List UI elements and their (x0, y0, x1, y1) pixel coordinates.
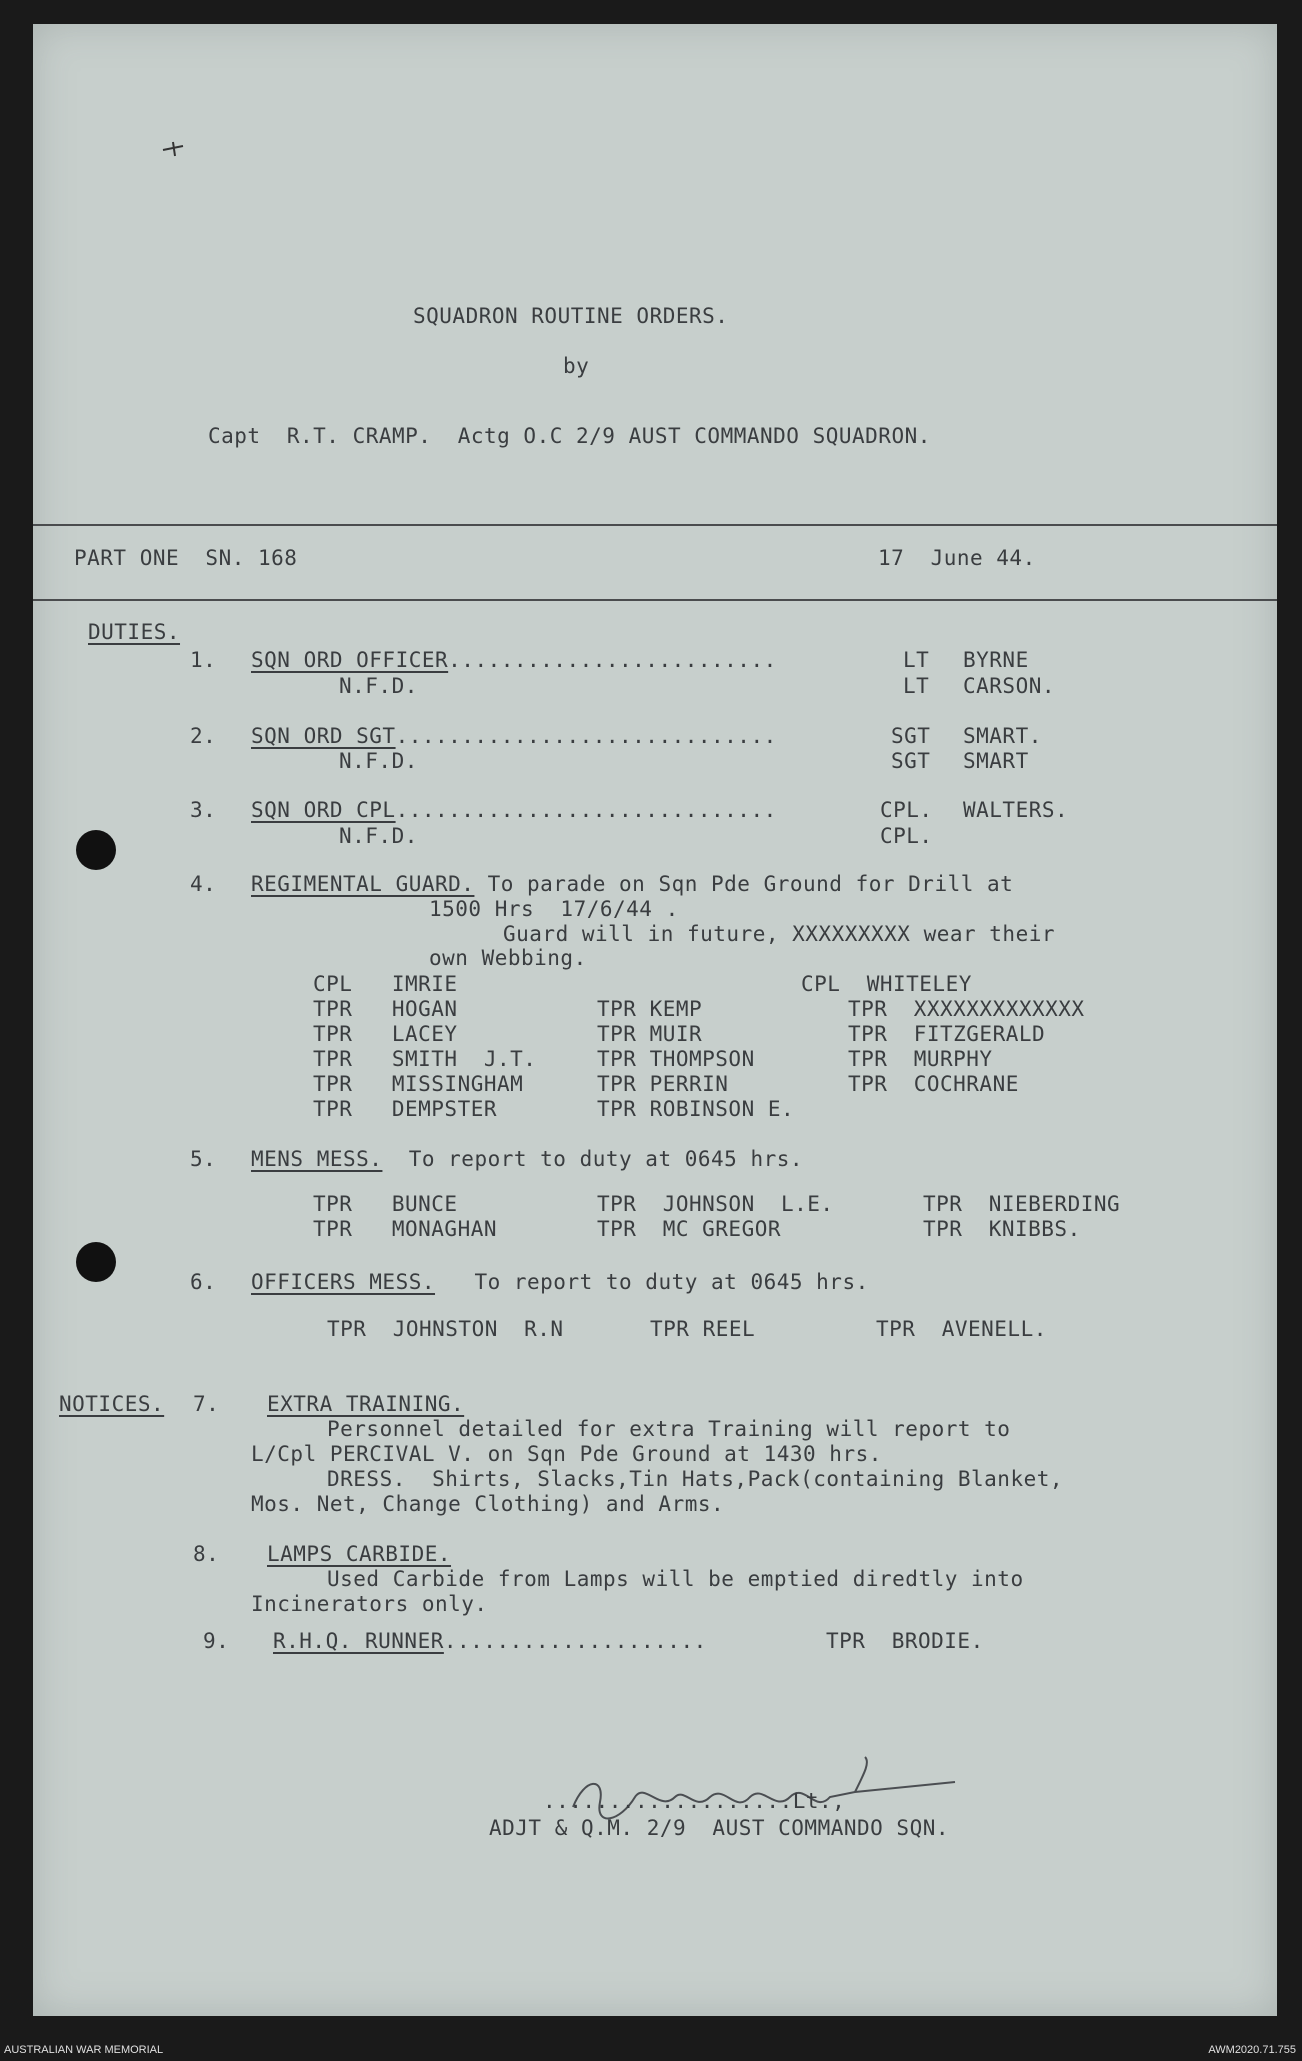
nfd-rank: CPL. (880, 824, 933, 848)
guard-name: CPL WHITELEY (801, 972, 972, 996)
item-number: 6. (190, 1270, 217, 1294)
notice-title: EXTRA TRAINING. (267, 1392, 465, 1416)
duty-title: OFFICERS MESS. (251, 1270, 436, 1294)
archive-footer-right: AWM2020.71.755 (1208, 2044, 1296, 2056)
mess-name: TPR JOHNSON L.E. (597, 1192, 834, 1216)
item-number: 7. (193, 1392, 220, 1416)
runner-name: TPR BRODIE. (826, 1629, 984, 1653)
guard-name: TPR PERRIN (597, 1072, 729, 1096)
issuer-line: Capt R.T. CRAMP. Actg O.C 2/9 AUST COMMANDO SQUADRON. (208, 424, 931, 448)
item-number: 9. (203, 1629, 230, 1653)
item-number: 3. (190, 798, 217, 822)
duty-line (251, 724, 777, 748)
notice-line: Mos. Net, Change Clothing) and Arms. (251, 1492, 725, 1516)
guard-name: TPR THOMPSON (597, 1047, 755, 1071)
top-rule (33, 524, 1277, 526)
mess-line: OFFICERS MESS. To report to duty at 0645 hrs. (251, 1270, 869, 1294)
duty-line (251, 648, 777, 672)
guard-name: CPL IMRIE (313, 972, 458, 996)
guard-name: TPR FITZGERALD (848, 1022, 1046, 1046)
runner-line (273, 1629, 707, 1653)
guard-line-3: Guard will in future, XXXXXXXXX wear their (503, 922, 1056, 946)
mess-name: TPR REEL (650, 1317, 756, 1341)
mess-name: TPR KNIBBS. (923, 1217, 1081, 1241)
order-date: 17 June 44. (878, 546, 1036, 570)
guard-name: TPR LACEY (313, 1022, 458, 1046)
notice-line: Used Carbide from Lamps will be emptied diredtly into (327, 1567, 1024, 1591)
nfd-name: SMART (963, 749, 1029, 773)
part-number: PART ONE SN. 168 (74, 546, 298, 570)
guard-name: TPR HOGAN (313, 997, 458, 1021)
dot-leader: ......................... (448, 648, 777, 672)
nfd-label: N.F.D. (339, 749, 418, 773)
dot-leader: .................... (443, 1629, 707, 1653)
dot-leader: ............................. (395, 724, 777, 748)
bottom-rule (33, 599, 1277, 601)
signoff-dots: ...................Lt., (543, 1789, 846, 1813)
by-line: by (563, 354, 590, 378)
guard-name: TPR ROBINSON E. (597, 1097, 795, 1121)
item-number: 1. (190, 648, 217, 672)
item-number: 5. (190, 1147, 217, 1171)
notices-heading: NOTICES. (59, 1392, 165, 1416)
notice-line: Personnel detailed for extra Training will report to (327, 1417, 1011, 1441)
nfd-label: N.F.D. (339, 674, 418, 698)
mess-name: TPR NIEBERDING (923, 1192, 1121, 1216)
guard-line-4: own Webbing. (429, 946, 587, 970)
notice-line: DRESS. Shirts, Slacks,Tin Hats,Pack(containing Blanket, (327, 1467, 1064, 1491)
duty-name: WALTERS. (963, 798, 1069, 822)
notice-line: Incinerators only. (251, 1592, 488, 1616)
mess-name: TPR JOHNSTON R.N (327, 1317, 564, 1341)
duty-title: SQN ORD CPL (251, 798, 396, 822)
document-title: SQUADRON ROUTINE ORDERS. (413, 304, 729, 328)
item-number: 4. (190, 872, 217, 896)
guard-line-2: 1500 Hrs 17/6/44 . (429, 897, 679, 921)
mess-name: TPR AVENELL. (876, 1317, 1047, 1341)
archive-footer-left: AUSTRALIAN WAR MEMORIAL (4, 2044, 164, 2056)
guard-name: TPR MISSINGHAM (313, 1072, 524, 1096)
nfd-label: N.F.D. (339, 824, 418, 848)
duty-rank: CPL. (880, 798, 933, 822)
pencil-tick-mark (161, 140, 185, 158)
nfd-name: CARSON. (963, 674, 1056, 698)
document-page (33, 24, 1277, 2016)
duties-heading: DUTIES. (88, 620, 181, 644)
guard-name: TPR MURPHY (848, 1047, 993, 1071)
mess-line: MENS MESS. To report to duty at 0645 hrs. (251, 1147, 804, 1171)
notice-title: R.H.Q. RUNNER (273, 1629, 444, 1653)
guard-line-1: REGIMENTAL GUARD. To parade on Sqn Pde Ground for Drill at (251, 872, 1014, 896)
guard-name: TPR KEMP (597, 997, 703, 1021)
item-number: 8. (193, 1542, 220, 1566)
guard-name: TPR DEMPSTER (313, 1097, 498, 1121)
guard-name: TPR COCHRANE (848, 1072, 1019, 1096)
duty-line (251, 798, 777, 822)
duty-rank: SGT (891, 724, 931, 748)
mess-name: TPR BUNCE (313, 1192, 458, 1216)
punch-hole (76, 1242, 116, 1282)
nfd-rank: LT (903, 674, 930, 698)
duty-name: SMART. (963, 724, 1042, 748)
guard-name: TPR XXXXXXXXXXXXX (848, 997, 1085, 1021)
duty-name: BYRNE (963, 648, 1029, 672)
duty-title: SQN ORD OFFICER (251, 648, 449, 672)
duty-title: REGIMENTAL GUARD. (251, 872, 475, 896)
nfd-rank: SGT (891, 749, 931, 773)
notice-line: L/Cpl PERCIVAL V. on Sqn Pde Ground at 1430 hrs. (251, 1442, 882, 1466)
duty-title: MENS MESS. (251, 1147, 383, 1171)
dot-leader: ............................. (395, 798, 777, 822)
mess-name: TPR MC GREGOR (597, 1217, 782, 1241)
item-number: 2. (190, 724, 217, 748)
mess-name: TPR MONAGHAN (313, 1217, 498, 1241)
punch-hole (76, 830, 116, 870)
guard-name: TPR MUIR (597, 1022, 703, 1046)
notice-title: LAMPS CARBIDE. (267, 1542, 452, 1566)
duty-title: SQN ORD SGT (251, 724, 396, 748)
duty-rank: LT (903, 648, 930, 672)
guard-name: TPR SMITH J.T. (313, 1047, 537, 1071)
signoff-title: ADJT & Q.M. 2/9 AUST COMMANDO SQN. (489, 1816, 950, 1840)
